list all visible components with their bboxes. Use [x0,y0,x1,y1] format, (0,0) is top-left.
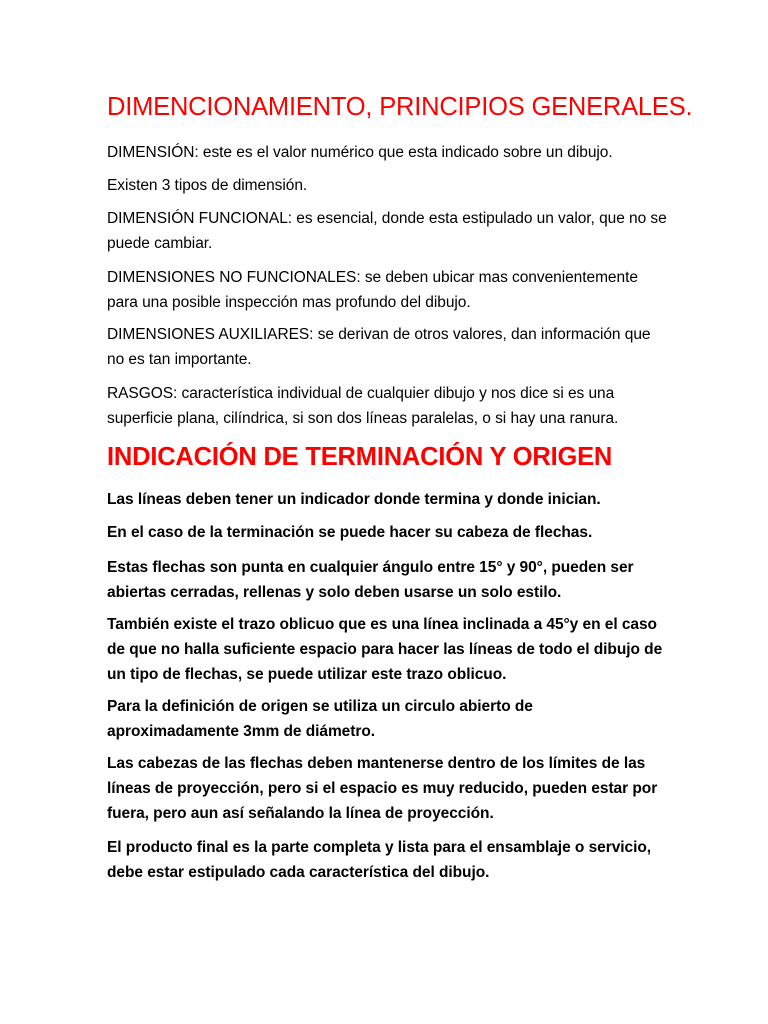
paragraph-tipos-dimension: Existen 3 tipos de dimensión. [107,177,308,194]
paragraph-lineas-indicador: Las líneas deben tener un indicador donde termina y donde inician. [107,491,601,508]
paragraph-dimensiones-auxiliares: DIMENSIONES AUXILIARES: se derivan de otros valores, dan información que no es tan importante. [107,326,651,368]
paragraph-terminacion: En el caso de la terminación se puede hacer su cabeza de flechas. [107,524,593,541]
section-heading-dimensionamiento: DIMENCIONAMIENTO, PRINCIPIOS GENERALES. [107,93,693,121]
paragraph-cabezas-flechas: Las cabezas de las flechas deben mantenerse dentro de los límites de las líneas de proyección, pero si el espacio es muy reducido, pueden estar por fuera, pero aun así señalando la línea de proyección. [107,755,658,822]
paragraph-origen: Para la definición de origen se utiliza un circulo abierto de aproximadamente 3mm de diámetro. [107,698,533,740]
paragraph-producto-final: El producto final es la parte completa y lista para el ensamblaje o servicio, debe estar estipulado cada característica del dibujo. [107,839,652,881]
paragraph-dimension-funcional: DIMENSIÓN FUNCIONAL: es esencial, donde esta estipulado un valor, que no se puede cambiar. [107,210,667,252]
paragraph-rasgos: RASGOS: característica individual de cualquier dibujo y nos dice si es una superficie plana, cilíndrica, si son dos líneas paralelas, o si hay una ranura. [107,385,619,427]
paragraph-trazo-oblicuo: También existe el trazo oblicuo que es una línea inclinada a 45°y en el caso de que no halla suficiente espacio para hacer las líneas de todo el dibujo de un tipo de flechas, se puede utilizar este trazo oblicuo. [107,616,663,683]
paragraph-dimensiones-no-funcionales: DIMENSIONES NO FUNCIONALES: se deben ubicar mas convenientemente para una posible inspección mas profundo del dibujo. [107,269,638,311]
paragraph-flechas: Estas flechas son punta en cualquier ángulo entre 15° y 90°, pueden ser abiertas cerradas, rellenas y solo deben usarse un solo estilo. [107,559,634,601]
section-heading-indicacion: INDICACIÓN DE TERMINACIÓN Y ORIGEN [107,443,613,471]
paragraph-dimension: DIMENSIÓN: este es el valor numérico que esta indicado sobre un dibujo. [107,144,613,161]
